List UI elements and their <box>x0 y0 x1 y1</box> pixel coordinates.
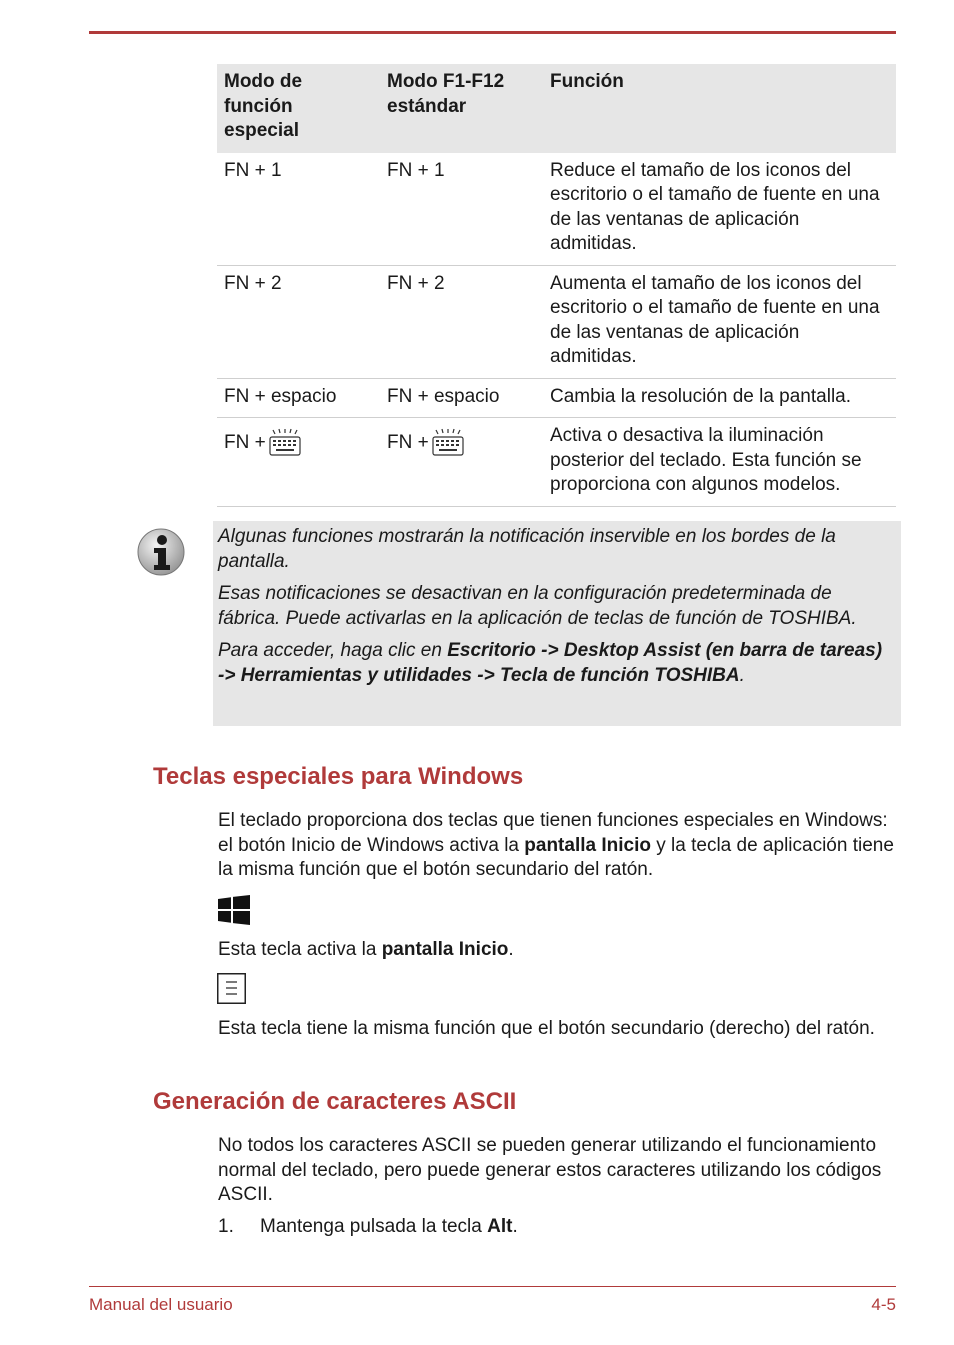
cell-special: FN + 2 <box>217 265 380 378</box>
column-header-standard-mode: Modo F1-F12 estándar <box>380 64 543 153</box>
list-bold: Alt <box>487 1216 513 1237</box>
application-key-icon <box>217 973 246 1004</box>
windows-key-text: . <box>508 939 514 960</box>
footer-rule <box>89 1286 896 1287</box>
cell-standard: FN + espacio <box>380 378 543 418</box>
intro-text: El teclado proporciona dos teclas que tienen funciones especiales en Windows: el botón Inicio de Windows activa la <box>218 810 888 856</box>
note-menu-path: Escritorio -> Desktop Assist (en barra de tareas) -> Herramientas y utilidades -> Tecla de función TOSHIBA <box>218 640 883 686</box>
windows-key-icon <box>218 895 250 925</box>
cell-special-text: FN + <box>224 432 266 453</box>
info-icon <box>136 527 186 577</box>
function-key-table <box>217 64 896 507</box>
application-key-description: Esta tecla tiene la misma función que el botón secundario (derecho) del ratón. <box>218 1018 875 1039</box>
note-paragraph: Esas notificaciones se desactivan en la configuración predeterminada de fábrica. Puede activarlas en la aplicación de teclas de función de TOSHIBA. <box>218 583 857 629</box>
note-text: . <box>739 664 745 686</box>
keyboard-backlight-icon <box>430 428 466 458</box>
ascii-intro: No todos los caracteres ASCII se pueden generar utilizando el funcionamiento normal del teclado, pero puede generar estos caracteres utilizando los códigos ASCII. <box>218 1135 882 1205</box>
windows-key-bold: pantalla Inicio <box>381 939 509 960</box>
info-note <box>213 521 901 726</box>
cell-function: Cambia la resolución de la pantalla. <box>543 378 896 418</box>
cell-standard: FN + 1 <box>380 153 543 266</box>
column-header-function: Función <box>543 64 896 153</box>
windows-key-description <box>218 938 896 963</box>
table-row <box>217 378 896 418</box>
cell-special: FN + 1 <box>217 153 380 266</box>
cell-standard-text: FN + <box>387 432 429 453</box>
note-paragraph-access <box>218 639 887 688</box>
cell-function: Aumenta el tamaño de los iconos del escritorio o el tamaño de fuente en una de las ventanas de aplicación admitidas. <box>543 265 896 378</box>
table-header-row <box>217 64 896 153</box>
cell-function: Reduce el tamaño de los iconos del escritorio o el tamaño de fuente en una de las ventanas de aplicación admitidas. <box>543 153 896 266</box>
list-item <box>218 1215 518 1240</box>
windows-key-text: Esta tecla activa la <box>218 939 382 960</box>
list-text: . <box>512 1216 518 1237</box>
cell-standard <box>380 418 543 507</box>
section-title-windows-keys: Teclas especiales para Windows <box>153 763 524 790</box>
intro-bold: pantalla Inicio <box>524 834 651 856</box>
table-row <box>217 265 896 378</box>
column-header-special-mode: Modo de función especial <box>217 64 380 153</box>
table-row <box>217 418 896 507</box>
cell-function: Activa o desactiva la iluminación posterior del teclado. Esta función se proporciona con algunos modelos. <box>543 418 896 507</box>
note-text: Para acceder, haga clic en <box>218 640 448 661</box>
footer-title: Manual del usuario <box>89 1295 233 1314</box>
list-number: 1. <box>218 1216 234 1237</box>
cell-special <box>217 418 380 507</box>
windows-keys-intro <box>218 809 896 883</box>
intro-text: y la tecla de aplicación tiene la misma función que el botón secundario del ratón. <box>218 834 894 880</box>
list-text: Mantenga pulsada la tecla <box>260 1216 488 1237</box>
keyboard-backlight-icon <box>267 428 303 458</box>
cell-special: FN + espacio <box>217 378 380 418</box>
table-row <box>217 153 896 266</box>
cell-standard: FN + 2 <box>380 265 543 378</box>
section-title-ascii: Generación de caracteres ASCII <box>153 1088 517 1115</box>
page-number: 4-5 <box>871 1295 896 1314</box>
note-paragraph: Algunas funciones mostrarán la notificación inservible en los bordes de la pantalla. <box>218 526 836 572</box>
header-rule <box>89 31 896 34</box>
